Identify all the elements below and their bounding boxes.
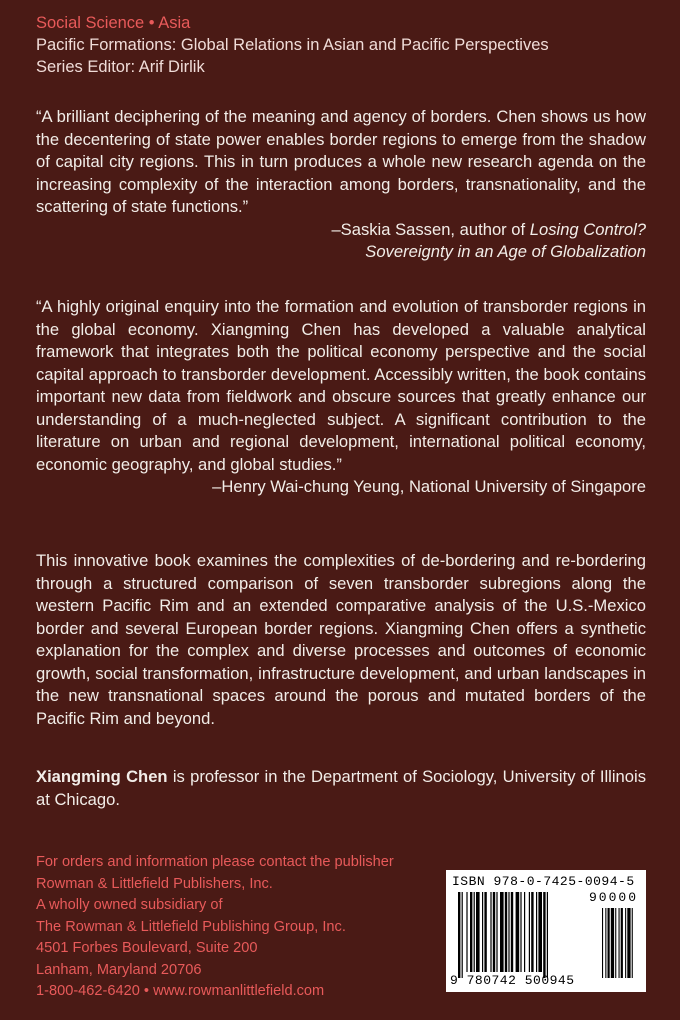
addon-bar bbox=[621, 908, 623, 978]
barcode-bar bbox=[466, 892, 467, 972]
attribution-prefix: –Saskia Sassen, author of bbox=[331, 219, 530, 239]
barcode-bar bbox=[484, 892, 486, 972]
author-name: Xiangming Chen bbox=[36, 767, 168, 786]
barcode-bar bbox=[462, 892, 463, 978]
publisher-line: For orders and information please contact the publisher bbox=[36, 854, 394, 870]
bio-text bbox=[36, 766, 646, 811]
barcode-bar bbox=[543, 892, 545, 978]
barcode-bar bbox=[500, 892, 504, 972]
publisher-line: Lanham, Maryland 20706 bbox=[36, 961, 202, 978]
barcode-bar bbox=[482, 892, 483, 972]
ean-digits: 9 780742 500945 bbox=[450, 973, 575, 988]
quote-text: “A brilliant deciphering of the meaning and agency of borders. Chen shows us how the decentering of state power enables border regions to emerge from the shadow of capital city regions. This in turn produces a whole new research agenda on the increasing complexity of the interaction among borders, transnationality, and the scattering of state functions.” bbox=[36, 107, 646, 216]
series-title: Pacific Formations: Global Relations in Asian and Pacific Perspectives bbox=[36, 36, 549, 54]
publisher-line: Rowman & Littlefield Publishers, Inc. bbox=[36, 875, 273, 892]
isbn-barcode bbox=[446, 870, 646, 992]
addon-bar bbox=[625, 908, 626, 978]
barcode-bar bbox=[505, 892, 507, 972]
publisher-line: 4501 Forbes Boulevard, Suite 200 bbox=[36, 940, 258, 956]
barcode-bar bbox=[538, 892, 542, 972]
barcode-bar bbox=[531, 892, 533, 972]
quote-attribution: –Henry Wai-chung Yeung, National University of Singapore bbox=[212, 477, 646, 496]
barcode-bar bbox=[458, 892, 460, 978]
endorsement-yeung bbox=[36, 296, 646, 499]
description-text: This innovative book examines the complexities of de-bordering and re-bordering through a structured comparison of seven transborder subregions along the western Pacific Rim and an extended comparative analysis of the U.S.-Mexico border and several European border regions. Xiangming Chen offers a synthetic explanation for the complex and diverse processes and outcomes of economic growth, social transformation, infrastructure development, and urban landscapes in the new transnational spaces around the porous and mutated borders of the Pacific Rim and beyond. bbox=[36, 551, 646, 728]
barcode-bar bbox=[493, 892, 495, 972]
addon-bar bbox=[602, 908, 603, 978]
publisher-info bbox=[36, 852, 394, 1003]
bio-body: is professor in the Department of Sociology, University of Illinois at Chicago. bbox=[36, 767, 646, 809]
quote-text: “A highly original enquiry into the formation and evolution of transborder regions in the global economy. Xiangming Chen has developed a valuable analytical framework that integrates both the political economy perspective and the social capital approach to transborder development. Accessibly written, the book contains important new data from fieldwork and obscure sources that greatly enhance our understanding of a much-neglected subject. A significant contribution to the literature on urban and regional development, international political economy, economic geography, and global studies.” bbox=[36, 297, 646, 474]
addon-bar bbox=[608, 908, 610, 978]
barcode-bar bbox=[490, 892, 491, 972]
barcode-bar bbox=[529, 892, 530, 972]
barcode-bar bbox=[470, 892, 472, 972]
addon-bar bbox=[632, 908, 633, 978]
author-bio bbox=[36, 766, 646, 811]
barcode-bar bbox=[496, 892, 497, 972]
barcode-bar bbox=[516, 892, 520, 972]
book-title-line1: Losing Control? bbox=[529, 219, 646, 239]
addon-bar bbox=[611, 908, 614, 978]
addon-bar bbox=[627, 908, 630, 978]
barcode-bar bbox=[520, 892, 521, 972]
publisher-line: The Rowman & Littlefield Publishing Group, Inc. bbox=[36, 918, 346, 935]
addon-bar bbox=[605, 908, 606, 978]
book-title-line2: Sovereignty in an Age of Globalization bbox=[365, 242, 646, 261]
addon-bar bbox=[615, 908, 616, 978]
barcode-bar bbox=[476, 892, 480, 972]
price-code: 90000 bbox=[588, 890, 638, 905]
barcode-bar bbox=[474, 892, 475, 972]
quote-attribution bbox=[36, 219, 646, 264]
barcode-bar bbox=[547, 892, 548, 978]
header bbox=[36, 12, 549, 78]
publisher-line: 1-800-462-6420 • www.rowmanlittlefield.com bbox=[36, 983, 325, 999]
barcode-bar bbox=[508, 892, 509, 972]
series-editor: Series Editor: Arif Dirlik bbox=[36, 58, 205, 76]
publisher-line: A wholly owned subsidiary of bbox=[36, 897, 223, 913]
isbn-label: ISBN 978-0-7425-0094-5 bbox=[452, 874, 635, 889]
addon-bar bbox=[619, 908, 620, 978]
endorsement-sassen bbox=[36, 106, 646, 264]
barcode-bar bbox=[511, 892, 513, 972]
category-label: Social Science • Asia bbox=[36, 14, 191, 32]
barcode-bar bbox=[536, 892, 537, 972]
barcode-bar bbox=[524, 892, 525, 972]
book-description bbox=[36, 550, 646, 730]
